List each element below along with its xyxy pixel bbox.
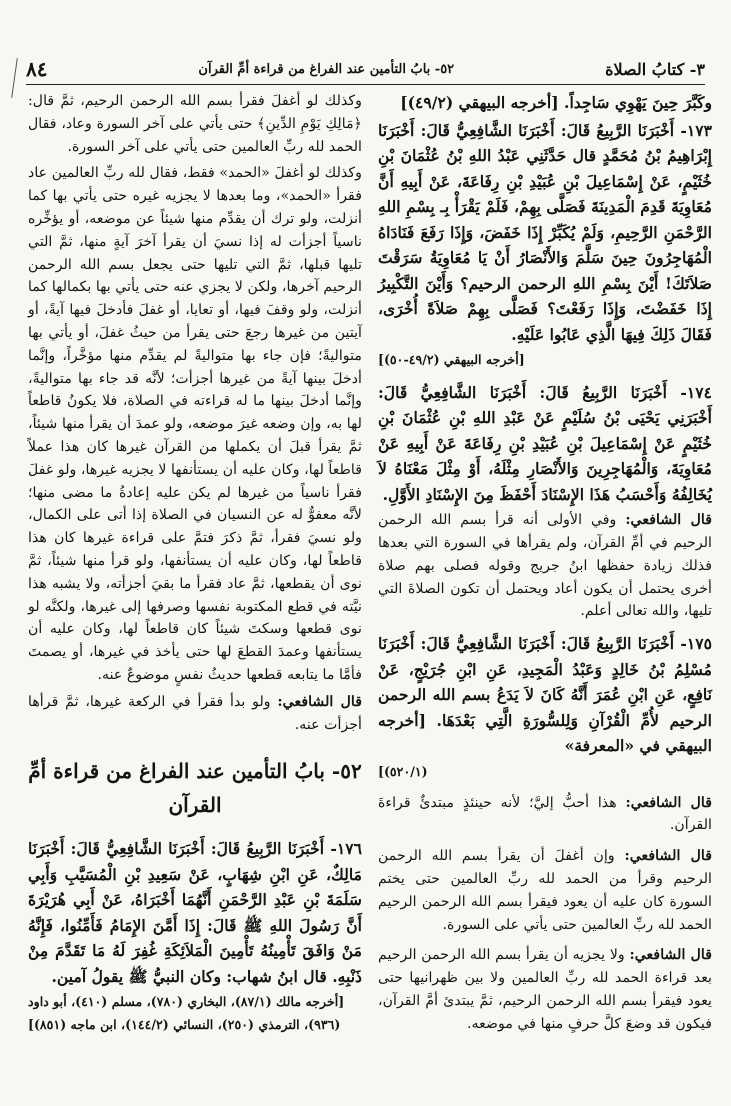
book-title: ٣- كتابُ الصلاة: [605, 59, 705, 79]
shafii-text: هذا أحبُّ إليَّ؛ لأنه حينئذٍ مبتدئٌ قراءةَ القرآن.: [378, 794, 712, 834]
running-header: [26, 55, 705, 83]
chapter-title: ٥٢- بابُ التأمين عند الفراغ من قراءة أمِّ القرآن: [198, 61, 455, 77]
chapter-heading: ٥٢- بابُ التأمين عند الفراغ من قراءة أمِّ القرآن: [28, 759, 362, 818]
shafii-comment: [378, 845, 712, 936]
body-paragraph: وكذلك لو أغفلَ فقرأ بسم الله الرحمن الرحيم، ثمَّ قال: ﴿مَالِكِ يَوْمِ الدِّينِ﴾ حتى يأتي على آخر السورة وعاد، فقال الحمد لله ربِّ العالمين حتى يأتي على آخر السورة.: [28, 93, 362, 155]
header-rule: [26, 84, 705, 85]
margin-pencil-mark: [11, 58, 18, 98]
shafii-text: ولا يجزيه أن يقرأ بسم الله الرحمن الرحيم بعد قراءة الحمد لله ربِّ العالمين ولا بين ظهرانيها حتى يعود فيقرأ بسم الله الرحمن الرحيم، ثمَّ يبتدئ أمَّ القرآن، فيكون قد وضعَ كلَّ حرفٍ منها في موضعه.: [378, 947, 712, 1032]
shafii-label: قال الشافعي:: [629, 947, 712, 964]
hadith-paragraph: ١٧٥- أَخْبَرَنَا الرَّبِيعُ قَالَ: أَخْبَرَنَا الشَّافِعِيُّ قَالَ: أَخْبَرَنَا مُسْلِمُ بْنُ خَالِدٍ وَعَبْدُ الْمَجِيدِ، عَنِ ابْنِ جُرَيْجٍ، عَنْ نَافِعٍ، عَنِ ابْنِ عُمَرَ أَنَّهُ كَانَ لاَ يَدَعُ بسم الله الرحمن الرحيم لأُمِّ الْقُرْآنِ وَلِلسُّورَةِ الَّتِي بَعْدَهَا. [أخرجه البيهقي في «المعرفة»: [378, 634, 712, 756]
source-reference: (٥٢٠/١)]: [378, 763, 428, 779]
body-paragraph: وكذلك لو أغفلَ «الحمد» فقط، فقال لله ربِّ العالمين عاد فقرأ «الحمد»، وما بعدها لا يجزيه غيره حتى يأتي بها كما أنزلت، ولو ترك أن يقدِّم منها شيئاً عن موضعه، أو يؤخِّره ناسياً أجزأت له إذا نسيَ أن يقرأ آخرَ آيةٍ منها، ثمَّ التي تليها قبلها، ثمَّ التي تليها حتى يجعل بسم الله الرحمن الرحيم آخرها، ولكن لا يجزي عنه حتى يأتي بها بكمالها كما أنزلت، ولو وقفَ فيها، أو تعايا، أو غفلَ فأدخلَ فيها آيةً، أو آيتين من غيرها رجعَ حتى يقرأ من حيثُ غفلَ، أو يأتي بها متواليةً؛ فإن جاء بها متواليةً لم يقدِّم منها مؤخَّراً، وإنَّما أدخلَ بينها آيةً من غيرها أجزأت؛ لأنَّه قد جاء بها متواليةً، وإنَّما أدخلَ بينها ما له قراءته في الصلاة، فلا يكونُ قاطعاً لها به، وإن وضعه غيرَ موضعه، ولو عمدَ أن يقرأ منها شيئاً، ثمَّ يقرأ قبلَ أن يكملها من القرآن غيرها كان هذا عملاً قاطعاً لها، وكان عليه أن يستأنفها لا يجزيه غيرها، ولو غفلَ فقرأ ناسياً من غيرها لم يكن عليه إعادةُ ما مضى منها؛ لأنَّه معفوٌّ له عن النسيان في الصلاة إذا أتى على الكمال، ولو نسيَ فقرأ، ثمَّ ذكرَ فتمَّ على قراءة غيرها كان هذا قاطعاً لها، وكان عليه أن يستأنفها، ولو قرأ منها شيئاً، ثمَّ نوى أن يقطعها، ثمَّ عاد فقرأ ما بقيَ أجزأته، ولا يشبه هذا نيَّته في قطع المكتوبة نفسها وصرفها إلى غيرها، ولكنَّه لو نوى قطعها وسكتَ شيئاً كان قاطعاً لها، وكان عليه أن يستأنفها وعمدَ القطعَ لها حتى يأخذ في غيرها، أو يصمتَ فأمَّا ما يتابعه قطعها حديثُ نفسٍ موضوعٌ عنه.: [28, 165, 362, 683]
shafii-label: قال الشافعي:: [625, 512, 712, 529]
shafii-comment: [378, 792, 712, 838]
left-column: [28, 90, 362, 1045]
shafii-text: وإن أغفلَ أن يقرأ بسم الله الرحمن الرحيم وقرأ من الحمد لله ربِّ العالمين حتى يختم السورة كان عليه أن يعود فيقرأ بسم الله الرحمن الرحيم الحمد لله ربِّ العالمين حتى يأتي على السورة.: [378, 848, 712, 933]
hadith-paragraph: ١٧٣- أَخْبَرَنَا الرَّبِيعُ قَالَ: أَخْبَرَنَا الشَّافِعِيُّ قَالَ: أَخْبَرَنَا إِبْرَاهِيمُ بْنُ مُحَمَّدٍ قال حَدَّثَنِي عَبْدُ اللهِ بْنُ عُثْمَانَ بْنِ خُثَيْمٍ، عَنْ إِسْمَاعِيلَ بْنِ عُبَيْدِ بْنِ رِفَاعَةَ، عَنْ أَبِيهِ أَنَّ مُعَاوِيَةَ قَدِمَ الْمَدِينَةَ فَصَلَّى بِهِمْ، فَلَمْ يَقْرَأْ بِـ بِسْمِ اللهِ الرَّحْمَنِ الرَّحِيمِ، وَلَمْ يُكَبِّرْ إِذَا خَفَضَ، وَإِذَا رَفَعَ فَنَادَاهُ الْمُهَاجِرُونَ حِينَ سَلَّمَ وَالأَنْصَارُ أَنْ يَا مُعَاوِيَةُ سَرَقْتَ صَلاَتَكَ! أَيْنَ بِسْمِ اللهِ الرحمن الرحيم؟ وَأَيْنَ التَّكْبِيرُ إِذَا خَفَضْتَ، وَإِذَا رَفَعْتَ؟ فَصَلَّى بِهِمْ صَلاَةً أُخْرَى، فَقَالَ ذَلِكَ فِيهَا الَّذِي عَابُوا عَلَيْهِ.: [378, 120, 712, 344]
source-reference: [أخرجه البيهقي (٤٩/٢-٥٠)]: [378, 352, 525, 367]
shafii-text: ولو بدأ فقرأ في الركعة غيرها، ثمَّ قرأها أجزأت عنه.: [28, 693, 362, 733]
hadith-paragraph: ١٧٤- أَخْبَرَنَا الرَّبِيعُ قَالَ: أَخْبَرَنَا الشَّافِعِيُّ قَالَ: أَخْبَرَنِي يَحْيَى بْنُ سُلَيْمٍ عَنْ عَبْدِ اللهِ بْنِ عُثْمَانَ بْنِ خُثَيْمٍ عَنْ إِسْمَاعِيلَ بْنِ عُبَيْدِ بْنِ رِفَاعَةَ عَنْ أَبِيهِ عَنْ مُعَاوِيَةَ، وَالْمُهَاجِرِينَ وَالأَنْصَارِ مِثْلَهُ، أَوْ مِثْلَ مَعْنَاهُ لاَ يُخَالِفُهُ وَأَحْسَبُ هَذَا الإِسْنَادَ أَحْفَظَ مِنَ الإِسْنَادِ الأَوَّلِ.: [378, 382, 712, 504]
shafii-label: قال الشافعي:: [624, 848, 712, 865]
shafii-comment: [378, 944, 712, 1035]
shafii-label: قال الشافعي:: [277, 693, 362, 710]
shafii-text: وفي الأولى أنه قرأ بسم الله الرحمن الرحيم في أمِّ القرآن، ولم يقرأها في السورة التي بعدها فذلك زيادة حفظها ابنُ جريج وقوله فصلى بهم صلاة أخرى يحتمل أن يكون أعاد ويحتمل أن تكون الصلاةَ التي تليها، والله تعالى أعلم.: [378, 512, 712, 620]
right-column: [378, 90, 712, 1044]
page-number: ٨٤: [26, 57, 48, 81]
hadith-paragraph: وكَبَّرَ حِينَ يَهْوِي سَاجِداً. [أخرجه البيهقي (٤٩/٢)]: [400, 93, 712, 112]
shafii-label: قال الشافعي:: [625, 794, 712, 811]
shafii-comment: [378, 509, 712, 623]
source-reference: [أخرجه مالك (٨٧/١)، البخاري (٧٨٠)، مسلم (٤١٠)، أبو داود (٩٣٦)، الترمذي (٢٥٠)، النسائي (١٤٤/٢)، ابن ماجه (٨٥١)]: [28, 994, 345, 1033]
hadith-paragraph: ١٧٦- أَخْبَرَنَا الرَّبِيعُ قَالَ: أَخْبَرَنَا الشَّافِعِيُّ قَالَ: أَخْبَرَنَا مَالِكٌ، عَنِ ابْنِ شِهَابٍ، عَنْ سَعِيدِ بْنِ الْمُسَيَّبِ وَأَبِي سَلَمَةَ بْنِ عَبْدِ الرَّحْمَنِ أَنَّهُمَا أَخْبَرَاهُ، عَنْ أَبِي هُرَيْرَةَ أَنَّ رَسُولَ اللهِ ﷺ قَالَ: إِذَا أَمَّنَ الإِمَامُ فَأَمِّنُوا، فَإِنَّهُ مَنْ وَافَقَ تَأْمِينُهُ تَأْمِينَ الْمَلاَئِكَةِ غُفِرَ لَهُ مَا تَقَدَّمَ مِنْ ذَنْبِهِ. قال ابنُ شهاب: وكان النبيُّ ﷺ يقولُ آمين.: [28, 839, 362, 986]
shafii-comment: [28, 691, 362, 737]
